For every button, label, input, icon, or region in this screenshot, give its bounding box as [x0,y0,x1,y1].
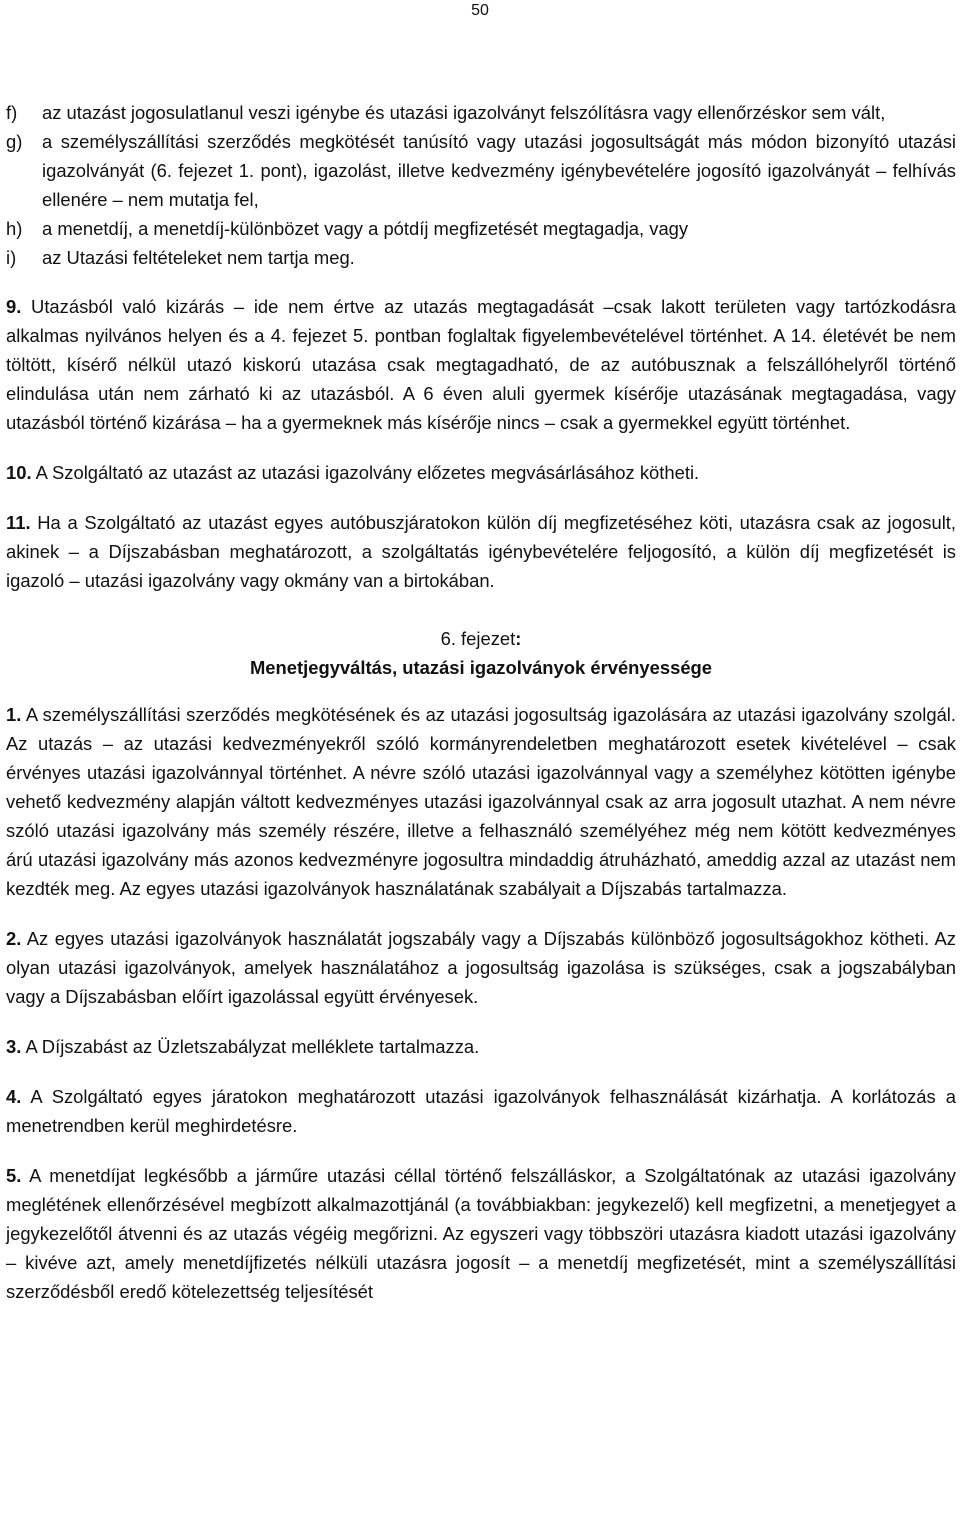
list-marker: i) [6,247,17,268]
paragraph-number: 9. [6,296,22,317]
list-item-g [6,127,956,214]
paragraph-number: 1. [6,704,22,725]
list-marker: f) [6,102,18,123]
paragraph-11 [6,508,956,595]
paragraph-1 [6,700,956,903]
paragraph-4 [6,1082,956,1140]
chapter-title: Menetjegyváltás, utazási igazolványok érvényessége [249,657,713,678]
paragraph-number: 5. [6,1165,22,1186]
paragraph-number: 4. [6,1086,22,1107]
chapter-label-colon: : [515,628,522,649]
paragraph-2 [6,924,956,1011]
document-body [6,98,956,1306]
paragraph-text: Utazásból való kizárás – ide nem értve az utazás megtagadását –csak lakott területen vagy tartózkodásra alkalmas nyilvános helyen és a 4. fejezet 5. pontban foglaltak figyelembevételével történhet. A 14. életévét be nem töltött, kísérő nélkül utazó kiskorú utazása csak megtagadható, de az autóbusznak a felszállóhelyről történő elindulása után nem zárható ki az utazásból. A 6 éven aluli gyermek kísérője utazásának megtagadása, vagy utazásból történő kizárása – ha a gyermeknek más kísérője nincs – csak a gyermekkel együtt történhet. [6,296,956,433]
paragraph-text: A Szolgáltató az utazást az utazási igazolvány előzetes megvásárlásához kötheti. [31,462,700,483]
list-item-i [6,243,956,272]
paragraph-3 [6,1032,956,1061]
paragraph-number: 2. [6,928,22,949]
list-text: a menetdíj, a menetdíj-különbözet vagy a pótdíj megfizetését megtagadja, vagy [42,218,689,239]
paragraph-text: A menetdíjat legkésőbb a járműre utazási céllal történő felszálláskor, a Szolgáltatónak az utazási igazolvány meglétének ellenőrzésével megbízott alkalmazottjánál (a továbbiakban: jegykezelő) kell megfizetni, a menetjegyet a jegykezelőtől átvenni és az utazás végéig megőrizni. Az egyszeri vagy többszöri utazásra kiadott utazási igazolvány – kivéve azt, amely menetdíjfizetés nélküli utazásra jogosít – a menetdíj megfizetését, mint a személyszállítási szerződésből eredő kötelezettség teljesítését [6,1165,956,1302]
list-item-h [6,214,956,243]
chapter-label-text: 6. fejezet [440,628,516,649]
paragraph-text: A Szolgáltató egyes járatokon meghatározott utazási igazolványok felhasználását kizárhatja. A korlátozás a menetrendben kerül meghirdetésre. [6,1086,956,1136]
page-number: 50 [471,2,489,19]
paragraph-5 [6,1161,956,1306]
list-text: az Utazási feltételeket nem tartja meg. [42,247,355,268]
paragraph-10 [6,458,956,487]
chapter-label [6,624,956,653]
list-item-f [6,98,956,127]
list-text: a személyszállítási szerződés megkötését tanúsító vagy utazási jogosultságát más módon bizonyító utazási igazolványát (6. fejezet 1. pont), igazolást, illetve kedvezmény igénybevételére jogosító igazolványát – felhívás ellenére – nem mutatja fel, [42,131,956,210]
list-marker: g) [6,131,23,152]
paragraph-9 [6,292,956,437]
paragraph-number: 3. [6,1036,22,1057]
paragraph-number: 11. [6,512,31,533]
paragraph-number: 10. [6,462,32,483]
paragraph-text: A Díjszabást az Üzletszabályzat melléklete tartalmazza. [21,1036,480,1057]
paragraph-text: A személyszállítási szerződés megkötésének és az utazási jogosultság igazolására az utazási igazolvány szolgál. Az utazás – az utazási kedvezményekről szóló kormányrendeletben meghatározott esetek kivételével – csak érvényes utazási igazolvánnyal történhet. A névre szóló utazási igazolvánnyal vagy a személyhez kötötten igénybe vehető kedvezmény alapján váltott kedvezményes utazási igazolvánnyal csak az arra jogosult utazhat. A nem névre szóló utazási igazolvány más személy részére, illetve a felhasználó személyéhez még nem kötött kedvezményes árú utazási igazolvány más azonos kedvezményre jogosultra mindaddig átruházható, ameddig azzal az utazást nem kezdték meg. Az egyes utazási igazolványok használatának szabályait a Díjszabás tartalmazza. [6,704,956,899]
paragraph-text: Ha a Szolgáltató az utazást egyes autóbuszjáratokon külön díj megfizetéséhez köti, utazásra csak az jogosult, akinek – a Díjszabásban meghatározott, a szolgáltatás igénybevételére feljogosító, a külön díj megfizetését is igazoló – utazási igazolvány vagy okmány van a birtokában. [6,512,956,591]
chapter-heading [6,624,956,682]
list-marker: h) [6,218,23,239]
list-text: az utazást jogosulatlanul veszi igénybe és utazási igazolványt felszólításra vagy ellenőrzéskor sem vált, [42,102,886,123]
paragraph-text: Az egyes utazási igazolványok használatát jogszabály vagy a Díjszabás különböző jogosultságokhoz kötheti. Az olyan utazási igazolványok, amelyek használatához a jogosultság igazolása is szükséges, csak a jogszabályban vagy a Díjszabásban előírt igazolással együtt érvényesek. [6,928,956,1007]
